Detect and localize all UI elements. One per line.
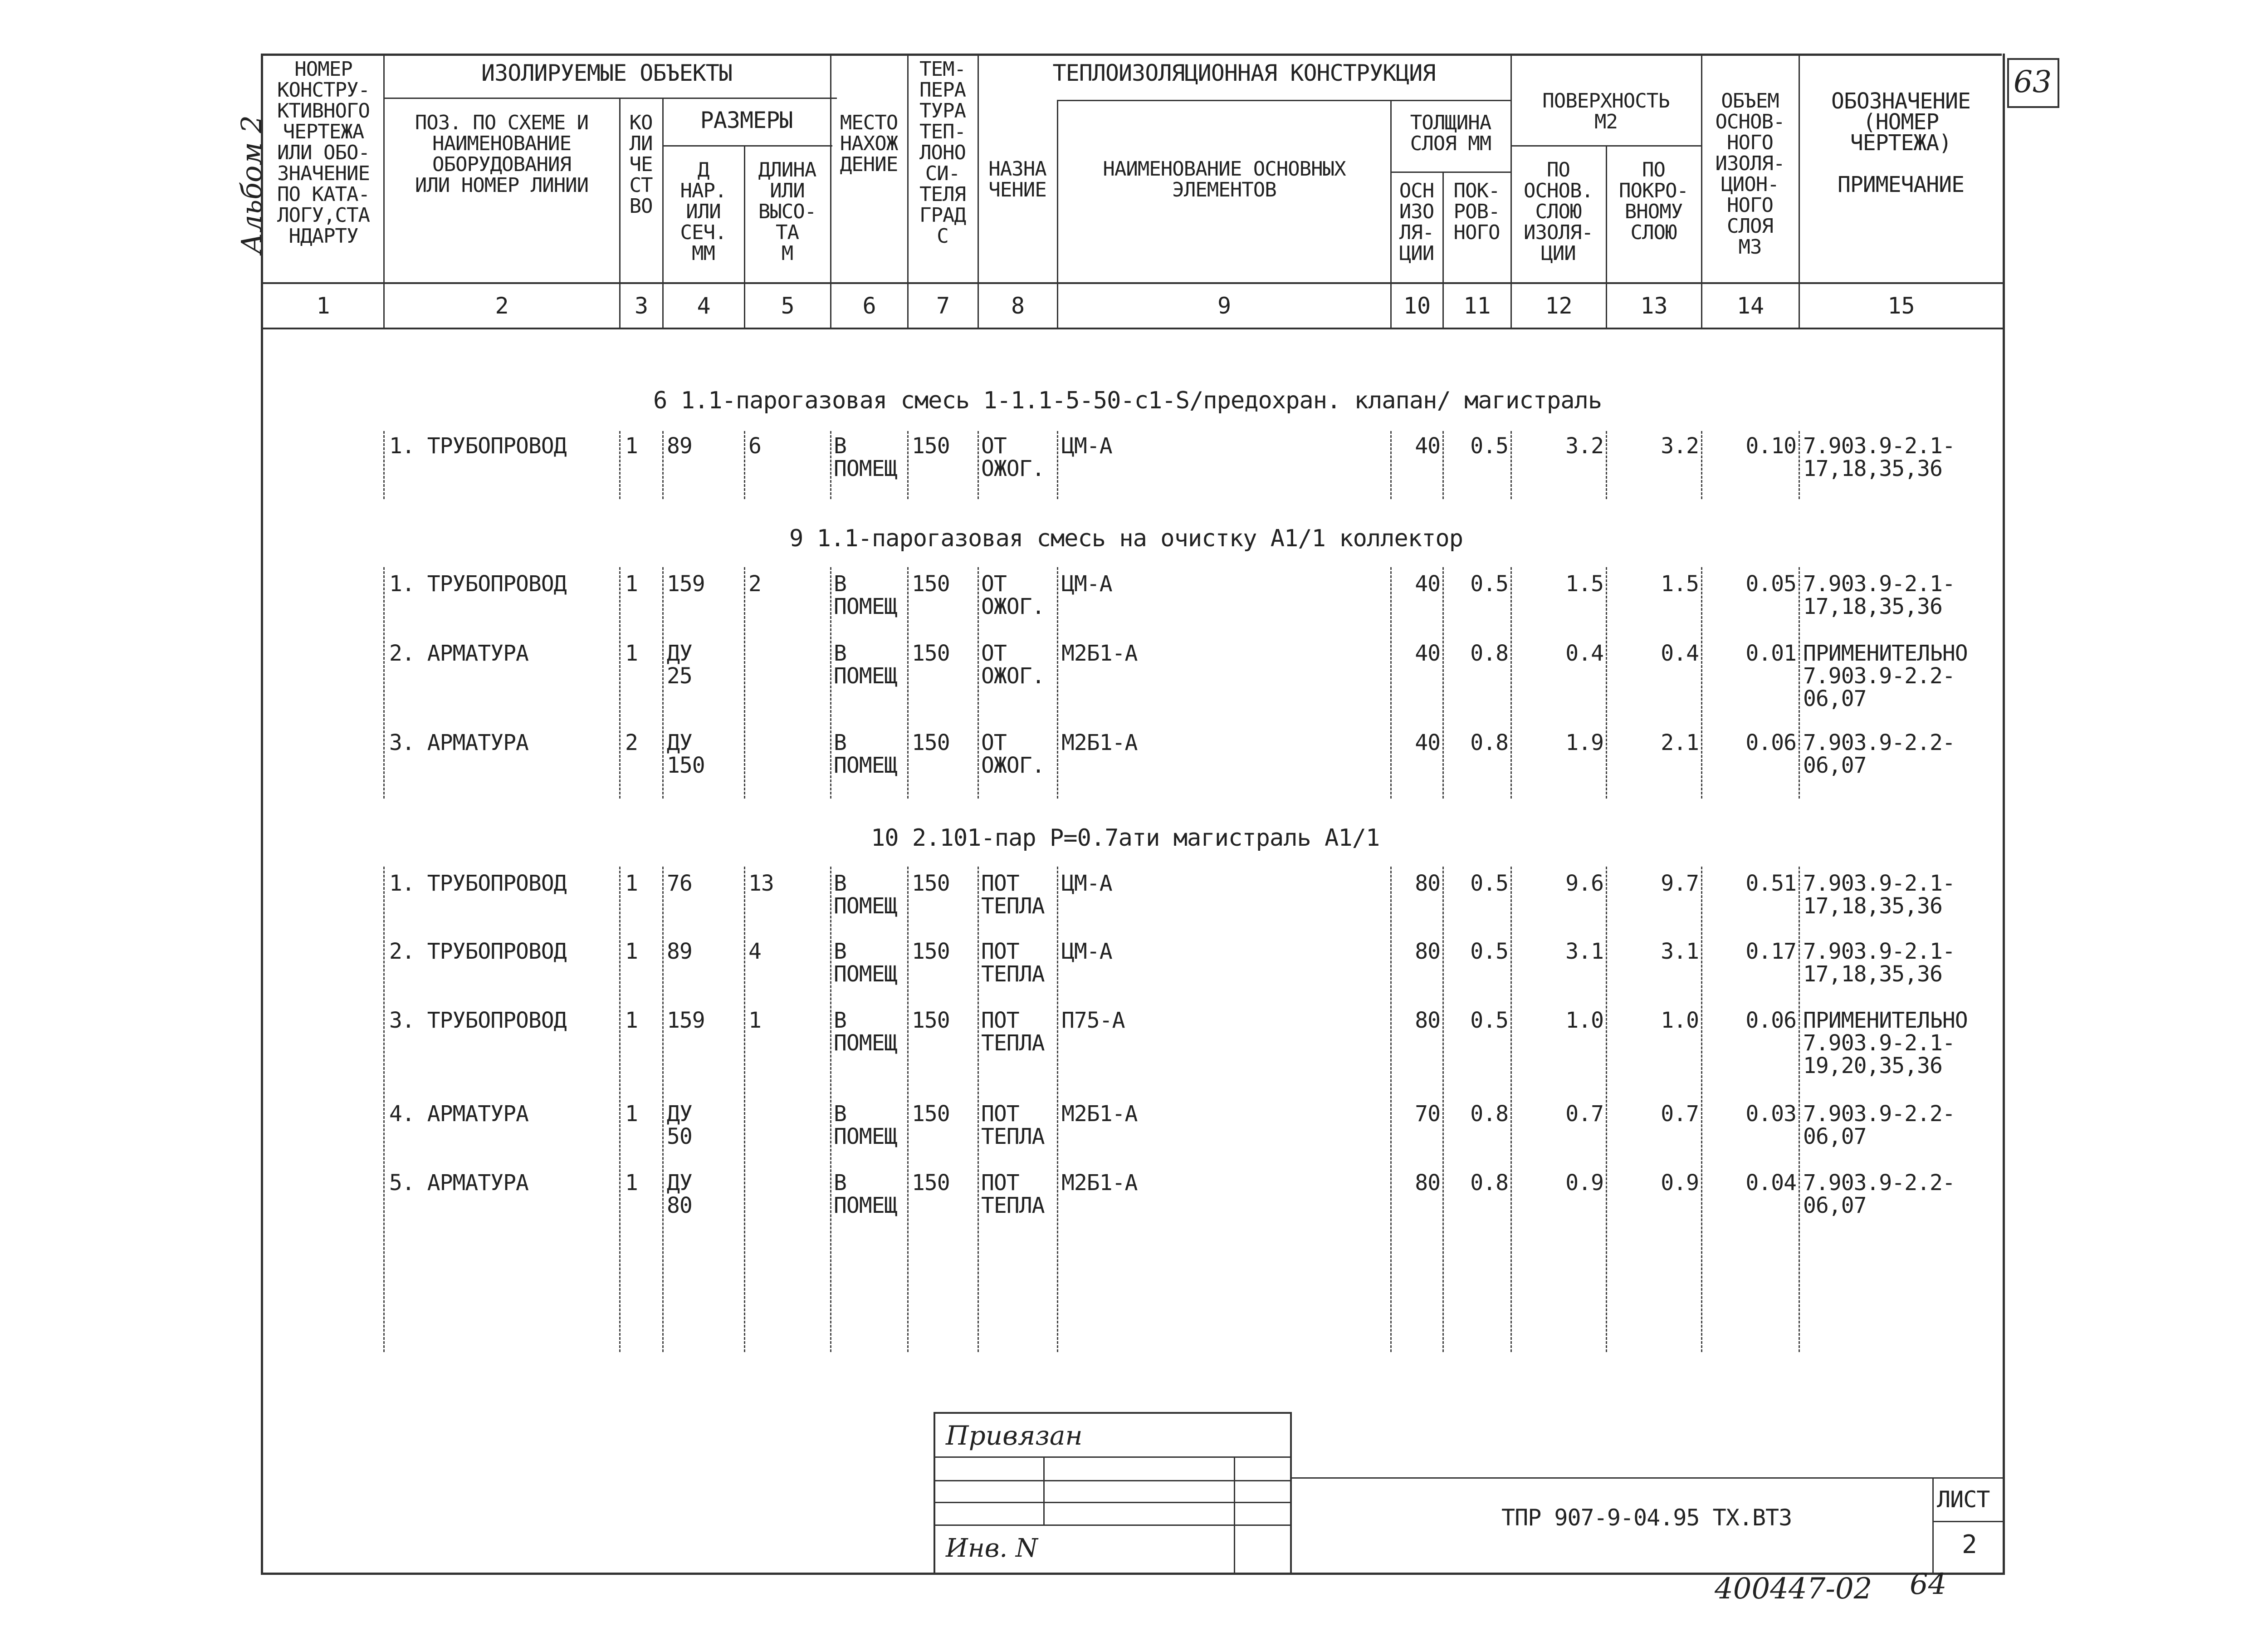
column-separator — [1799, 867, 1800, 1352]
header-col15: ОБОЗНАЧЕНИЕ (НОМЕР ЧЕРТЕЖА) ПРИМЕЧАНИЕ — [1831, 88, 1970, 197]
table-cell: 7.903.9-2.1- 17,18,35,36 — [1803, 571, 1955, 619]
table-cell: 40 — [1415, 641, 1440, 666]
header-hline-1 — [383, 98, 837, 99]
column-separator — [744, 867, 745, 1352]
table-cell: 3.1 — [1565, 939, 1603, 964]
table-cell: ПОТ ТЕПЛА — [981, 939, 1045, 987]
column-separator — [662, 867, 664, 1352]
table-cell: 150 — [912, 1008, 950, 1033]
colnum-12: 12 — [1545, 293, 1573, 319]
table-cell: 1. ТРУБОПРОВОД — [389, 871, 567, 896]
table-cell: 7.903.9-2.1- 17,18,35,36 — [1803, 871, 1955, 919]
table-cell: 1.0 — [1565, 1008, 1603, 1033]
list-label: ЛИСТ — [1937, 1486, 1990, 1513]
column-separator — [619, 867, 621, 1352]
table-cell: 0.9 — [1565, 1170, 1603, 1196]
table-cell: 0.8 — [1470, 1170, 1508, 1196]
column-separator — [1390, 567, 1392, 799]
colnum-10: 10 — [1403, 293, 1431, 319]
colnum-13: 13 — [1640, 293, 1668, 319]
table-cell: 2. АРМАТУРА — [389, 641, 528, 666]
table-cell: В ПОМЕЩ — [834, 1101, 897, 1149]
header-dimensions: РАЗМЕРЫ — [700, 107, 793, 133]
table-cell: 150 — [912, 1170, 950, 1196]
table-cell: 0.4 — [1565, 641, 1603, 666]
column-separator — [1510, 867, 1512, 1352]
table-cell: 0.10 — [1745, 433, 1796, 459]
header-col14: ОБЪЕМ ОСНОВ- НОГО ИЗОЛЯ- ЦИОН- НОГО СЛОЯ М3 — [1715, 89, 1785, 259]
column-separator — [383, 567, 385, 799]
footer-code: 400447-02 — [1715, 1572, 1872, 1606]
table-cell: 0.5 — [1470, 571, 1508, 597]
table-cell: 7.903.9-2.1- 17,18,35,36 — [1803, 939, 1955, 987]
table-cell: 70 — [1415, 1101, 1440, 1127]
table-cell: 1 — [625, 871, 638, 896]
header-col8: НАЗНА ЧЕНИЕ — [988, 157, 1046, 201]
column-separator — [1442, 867, 1444, 1352]
table-cell: 3.2 — [1661, 433, 1699, 459]
table-cell: 4. АРМАТУРА — [389, 1101, 528, 1127]
table-cell: 7.903.9-2.1- 17,18,35,36 — [1803, 433, 1955, 481]
colnum-2: 2 — [495, 293, 509, 319]
table-cell: В ПОМЕЩ — [834, 433, 897, 481]
table-cell: 0.8 — [1470, 730, 1508, 755]
table-cell: 150 — [912, 730, 950, 755]
colnum-15: 15 — [1887, 293, 1915, 319]
table-cell: В ПОМЕЩ — [834, 571, 897, 619]
column-separator — [1390, 867, 1392, 1352]
table-cell: 0.8 — [1470, 641, 1508, 666]
list-number: 2 — [1962, 1530, 1977, 1559]
header-col12: ПО ОСНОВ. СЛОЮ ИЗОЛЯ- ЦИИ — [1524, 158, 1593, 265]
table-cell: 1 — [625, 939, 638, 964]
table-cell: ЦМ-А — [1061, 871, 1112, 896]
vline-5 — [830, 54, 831, 329]
table-cell: 40 — [1415, 433, 1440, 459]
table-cell: ПОТ ТЕПЛА — [981, 1170, 1045, 1218]
sheet-number-top: 63 — [2014, 64, 2052, 99]
table-cell: 5. АРМАТУРА — [389, 1170, 528, 1196]
frame-top — [261, 54, 2002, 56]
header-hline-2 — [662, 145, 832, 147]
table-cell: ЦМ-А — [1061, 939, 1112, 964]
table-cell: ДУ 80 — [667, 1170, 692, 1218]
table-cell: 0.04 — [1745, 1170, 1796, 1196]
column-separator — [1799, 431, 1800, 499]
column-separator — [1701, 867, 1702, 1352]
table-cell: 1 — [625, 1008, 638, 1033]
table-cell: 0.9 — [1661, 1170, 1699, 1196]
table-cell: 0.01 — [1745, 641, 1796, 666]
table-cell: 1 — [625, 641, 638, 666]
column-separator — [907, 567, 909, 799]
colnum-9: 9 — [1217, 293, 1232, 319]
table-cell: ПОТ ТЕПЛА — [981, 871, 1045, 919]
header-col10: ОСН ИЗО ЛЯ- ЦИИ — [1399, 179, 1434, 265]
table-cell: 2.1 — [1661, 730, 1699, 755]
column-separator — [1057, 431, 1058, 499]
table-cell: М2Б1-А — [1061, 1170, 1138, 1196]
header-thickness: ТОЛЩИНА СЛОЯ ММ — [1410, 111, 1491, 155]
table-cell: 76 — [667, 871, 692, 896]
table-cell: В ПОМЕЩ — [834, 641, 897, 689]
table-cell: 150 — [912, 571, 950, 597]
table-cell: 150 — [912, 1101, 950, 1127]
table-cell: 0.17 — [1745, 939, 1796, 964]
table-cell: 0.8 — [1470, 1101, 1508, 1127]
colnum-1: 1 — [316, 293, 330, 319]
table-cell: 150 — [912, 871, 950, 896]
column-separator — [383, 867, 385, 1352]
table-cell: 0.5 — [1470, 433, 1508, 459]
table-cell: В ПОМЕЩ — [834, 939, 897, 987]
section-title-6: 6 1.1-парогазовая смесь 1-1.1-5-50-с1-S/предохран. клапан/ магистраль — [653, 387, 1602, 414]
table-cell: ПОТ ТЕПЛА — [981, 1008, 1045, 1056]
list-box-mid — [1932, 1521, 2004, 1522]
column-separator — [1799, 567, 1800, 799]
table-cell: 1. ТРУБОПРОВОД — [389, 433, 567, 459]
table-cell: 3. АРМАТУРА — [389, 730, 528, 755]
table-cell: В ПОМЕЩ — [834, 871, 897, 919]
table-cell: 6 — [748, 433, 761, 459]
stamp-vline-2 — [1234, 1456, 1235, 1573]
header-col13: ПО ПОКРО- ВНОМУ СЛОЮ — [1619, 158, 1688, 244]
table-cell: 1.5 — [1565, 571, 1603, 597]
table-cell: 0.7 — [1661, 1101, 1699, 1127]
column-separator — [619, 431, 621, 499]
column-separator — [1442, 567, 1444, 799]
column-separator — [907, 867, 909, 1352]
table-cell: ЦМ-А — [1061, 571, 1112, 597]
table-cell: ДУ 25 — [667, 641, 692, 689]
table-cell: В ПОМЕЩ — [834, 1008, 897, 1056]
album-label: Альбом 2 — [235, 115, 268, 254]
column-separator — [1510, 431, 1512, 499]
column-separator — [1701, 431, 1702, 499]
column-separator — [1606, 567, 1607, 799]
colnum-8: 8 — [1011, 293, 1025, 319]
column-separator — [619, 567, 621, 799]
column-separator — [662, 567, 664, 799]
table-cell: 9.7 — [1661, 871, 1699, 896]
colnum-14: 14 — [1736, 293, 1765, 319]
stamp-hline-3 — [934, 1502, 1292, 1503]
column-separator — [907, 431, 909, 499]
column-separator — [1606, 431, 1607, 499]
frame-left — [261, 54, 263, 1574]
header-col11: ПОК- РОВ- НОГО — [1453, 179, 1500, 244]
inv-label: Инв. N — [946, 1534, 1038, 1563]
table-cell: 7.903.9-2.2- 06,07 — [1803, 1170, 1955, 1218]
header-col1: НОМЕР КОНСТРУ- КТИВНОГО ЧЕРТЕЖА ИЛИ ОБО- ЗНАЧЕНИЕ ПО КАТА- ЛОГУ,СТА НДАРТУ — [277, 58, 370, 248]
table-cell: ДУ 50 — [667, 1101, 692, 1149]
header-col2: ПОЗ. ПО СХЕМЕ И НАИМЕНОВАНИЕ ОБОРУДОВАНИЯ ИЛИ НОМЕР ЛИНИИ — [415, 111, 589, 197]
vline-1 — [383, 54, 385, 329]
stamp-hline-2 — [934, 1480, 1292, 1481]
header-surface: ПОВЕРХНОСТЬ М2 — [1542, 89, 1670, 133]
colnum-6: 6 — [862, 293, 876, 319]
colnum-5: 5 — [781, 293, 795, 319]
table-cell: М2Б1-А — [1061, 1101, 1138, 1127]
stamp-hline-1 — [934, 1456, 1292, 1458]
table-cell: М2Б1-А — [1061, 730, 1138, 755]
table-cell: ЦМ-А — [1061, 433, 1112, 459]
table-cell: 80 — [1415, 1170, 1440, 1196]
table-cell: 0.5 — [1470, 1008, 1508, 1033]
privyazan-label: Привязан — [946, 1420, 1083, 1451]
footer-page: 64 — [1910, 1568, 1947, 1601]
table-cell: ПОТ ТЕПЛА — [981, 1101, 1045, 1149]
header-hline-4 — [1390, 172, 1510, 173]
header-col5: ДЛИНА ИЛИ ВЫСО- ТА М — [758, 158, 816, 265]
table-cell: 3. ТРУБОПРОВОД — [389, 1008, 567, 1033]
colnum-4: 4 — [697, 293, 711, 319]
table-cell: 89 — [667, 939, 692, 964]
table-cell: П75-А — [1061, 1008, 1125, 1033]
column-separator — [1701, 567, 1702, 799]
table-cell: 7.903.9-2.2- 06,07 — [1803, 1101, 1955, 1149]
table-cell: ОТ ОЖОГ. — [981, 571, 1045, 619]
table-cell: 150 — [912, 641, 950, 666]
table-cell: 80 — [1415, 871, 1440, 896]
column-separator — [830, 567, 831, 799]
header-hline-colnum-bottom — [261, 328, 2005, 329]
table-cell: 1.0 — [1661, 1008, 1699, 1033]
stamp-vline-1 — [1043, 1456, 1045, 1524]
table-cell: 0.05 — [1745, 571, 1796, 597]
table-cell: 0.03 — [1745, 1101, 1796, 1127]
colnum-7: 7 — [936, 293, 950, 319]
column-separator — [744, 567, 745, 799]
table-cell: 40 — [1415, 571, 1440, 597]
column-separator — [1606, 867, 1607, 1352]
section-title-10: 10 2.101-пар Р=0.7ати магистраль А1/1 — [871, 824, 1380, 852]
column-separator — [662, 431, 664, 499]
table-cell: М2Б1-А — [1061, 641, 1138, 666]
table-cell: ПРИМЕНИТЕЛЬНО 7.903.9-2.2- 06,07 — [1803, 641, 1968, 711]
table-cell: 1.5 — [1661, 571, 1699, 597]
table-cell: 7.903.9-2.2- 06,07 — [1803, 730, 1955, 778]
column-separator — [830, 867, 831, 1352]
column-separator — [1510, 567, 1512, 799]
header-construction: ТЕПЛОИЗОЛЯЦИОННАЯ КОНСТРУКЦИЯ — [1052, 60, 1436, 86]
table-cell: 0.7 — [1565, 1101, 1603, 1127]
table-cell: ОТ ОЖОГ. — [981, 641, 1045, 689]
header-col9: НАИМЕНОВАНИЕ ОСНОВНЫХ ЭЛЕМЕНТОВ — [1103, 157, 1346, 201]
table-cell: 80 — [1415, 1008, 1440, 1033]
column-separator — [1057, 867, 1058, 1352]
table-cell: 1.9 — [1565, 730, 1603, 755]
table-cell: 0.06 — [1745, 1008, 1796, 1033]
table-cell: ПРИМЕНИТЕЛЬНО 7.903.9-2.1- 19,20,35,36 — [1803, 1008, 1968, 1078]
table-cell: В ПОМЕЩ — [834, 1170, 897, 1218]
stamp-main-top — [1292, 1477, 2004, 1479]
header-insulated-objects: ИЗОЛИРУЕМЫЕ ОБЪЕКТЫ — [481, 60, 732, 86]
table-cell: 0.06 — [1745, 730, 1796, 755]
colnum-11: 11 — [1463, 293, 1491, 319]
frame-right — [2003, 54, 2005, 1574]
column-separator — [978, 431, 979, 499]
sheet-number-box — [2007, 58, 2059, 108]
table-cell: 40 — [1415, 730, 1440, 755]
table-cell: 1 — [625, 433, 638, 459]
table-cell: 1 — [625, 1170, 638, 1196]
column-separator — [978, 567, 979, 799]
table-cell: 3.2 — [1565, 433, 1603, 459]
column-separator — [744, 431, 745, 499]
header-col4: Д НАР. ИЛИ СЕЧ. ММ — [680, 158, 727, 265]
table-cell: 1 — [748, 1008, 761, 1033]
table-cell: ОТ ОЖОГ. — [981, 433, 1045, 481]
table-cell: 80 — [1415, 939, 1440, 964]
table-cell: 2. ТРУБОПРОВОД — [389, 939, 567, 964]
stamp-hline-4 — [934, 1524, 1292, 1526]
table-cell: 0.51 — [1745, 871, 1796, 896]
table-cell: 0.4 — [1661, 641, 1699, 666]
table-cell: 0.5 — [1470, 871, 1508, 896]
table-cell: 89 — [667, 433, 692, 459]
column-separator — [978, 867, 979, 1352]
table-cell: 150 — [912, 939, 950, 964]
table-cell: 1 — [625, 571, 638, 597]
table-cell: 159 — [667, 1008, 705, 1033]
colnum-3: 3 — [634, 293, 649, 319]
column-separator — [383, 431, 385, 499]
column-separator — [830, 431, 831, 499]
column-separator — [1442, 431, 1444, 499]
column-separator — [1390, 431, 1392, 499]
table-cell: 0.5 — [1470, 939, 1508, 964]
table-cell: В ПОМЕЩ — [834, 730, 897, 778]
table-cell: ОТ ОЖОГ. — [981, 730, 1045, 778]
table-cell: 150 — [912, 433, 950, 459]
doc-code: ТПР 907-9-04.95 ТХ.ВТЗ — [1501, 1505, 1792, 1531]
list-box-left — [1932, 1477, 1934, 1573]
column-separator — [1057, 567, 1058, 799]
table-cell: ДУ 150 — [667, 730, 705, 778]
table-cell: 2 — [625, 730, 638, 755]
header-col6: МЕСТО НАХОЖ ДЕНИЕ — [840, 111, 898, 176]
table-cell: 4 — [748, 939, 761, 964]
table-cell: 159 — [667, 571, 705, 597]
table-cell: 13 — [748, 871, 774, 896]
header-col3: КО ЛИ ЧЕ СТ ВО — [629, 111, 653, 218]
header-hline-1b — [1057, 100, 1510, 101]
table-cell: 3.1 — [1661, 939, 1699, 964]
table-cell: 1. ТРУБОПРОВОД — [389, 571, 567, 597]
table-cell: 9.6 — [1565, 871, 1603, 896]
header-col7: ТЕМ- ПЕРА ТУРА ТЕП- ЛОНО СИ- ТЕЛЯ ГРАД С — [919, 58, 966, 248]
header-hline-colnum-top — [261, 282, 2005, 284]
section-title-9: 9 1.1-парогазовая смесь на очистку А1/1 коллектор — [789, 525, 1463, 552]
table-cell: 1 — [625, 1101, 638, 1127]
table-cell: 2 — [748, 571, 761, 597]
